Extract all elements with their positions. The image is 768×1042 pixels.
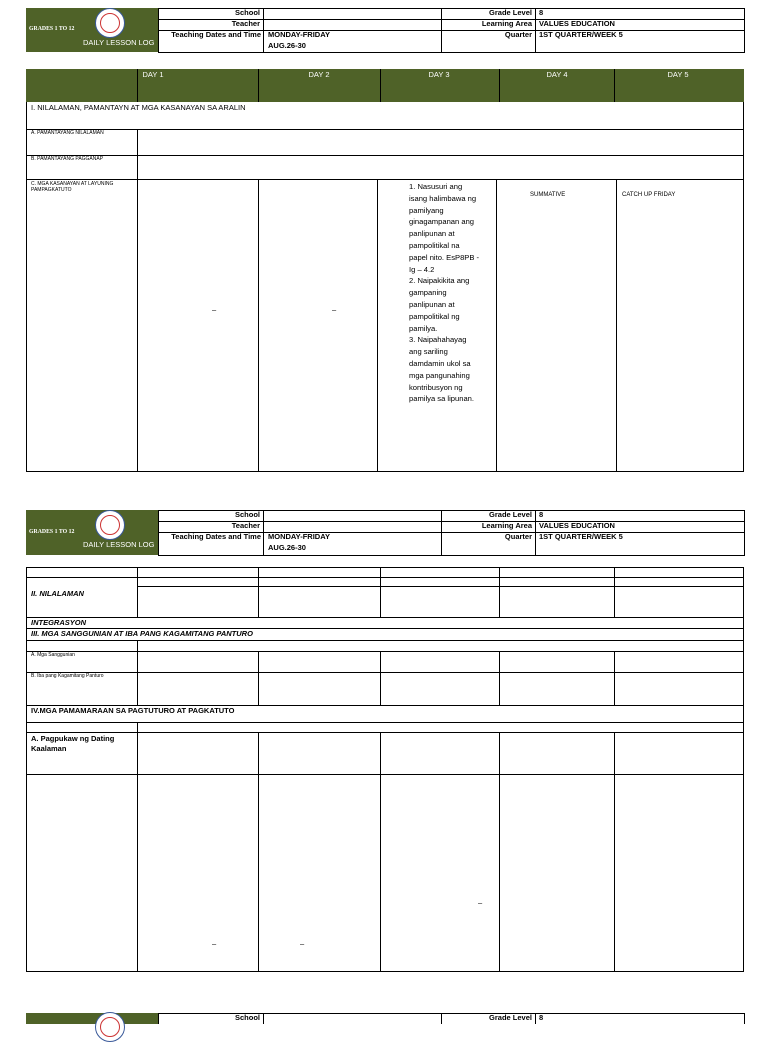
deped-seal-icon [95, 1012, 125, 1042]
section-1-title: I. NILALAMAN, PAMANTAYN AT MGA KASANAYAN SA ARALIN [31, 103, 246, 112]
iba-pang-kagamitan-row: B. Iba pang Kagamitang Panturo [31, 673, 104, 679]
pagpukaw-label: A. Pagpukaw ng Dating Kaalaman [31, 734, 115, 753]
deped-seal-icon [95, 8, 125, 38]
day-1-dash: – [212, 939, 217, 948]
nilalaman-label: II. NILALAMAN [31, 589, 84, 598]
grades-label: GRADES 1 TO 12 [29, 529, 75, 535]
learning-area-value: VALUES EDUCATION [539, 19, 615, 28]
sanggunian-title: III. MGA SANGGUNIAN AT IBA PANG KAGAMITANG PANTURO [31, 629, 253, 638]
day-3-dash: – [478, 898, 483, 907]
day-1-header: DAY 1 [142, 70, 164, 79]
row-pamantayang-nilalaman: A. PAMANTAYANG NILALAMAN [31, 130, 104, 136]
integrasyon-label: INTEGRASYON [31, 618, 87, 627]
quarter-label: Quarter [504, 30, 532, 39]
school-label: School [234, 1013, 260, 1022]
deped-seal-icon [95, 510, 125, 540]
learning-area-label: Learning Area [481, 19, 532, 28]
row-pamantayang-pagganap: B. PAMANTAYANG PAGGANAP [31, 156, 104, 162]
learning-area-value: VALUES EDUCATION [539, 521, 615, 530]
days-header-row [26, 69, 744, 102]
day-5-header: DAY 5 [667, 70, 689, 79]
daily-lesson-log-label: DAILY LESSON LOG [83, 540, 155, 549]
day-2-dash: – [300, 939, 305, 948]
grade-level-value: 8 [539, 8, 544, 17]
teaching-time-value: AUG.26-30 [268, 543, 306, 552]
teaching-dates-value: MONDAY-FRIDAY [268, 30, 330, 39]
day-4-header: DAY 4 [546, 70, 568, 79]
grade-level-value: 8 [539, 1013, 544, 1022]
daily-lesson-log-label: DAILY LESSON LOG [83, 38, 155, 47]
pamamaraan-title: IV.MGA PAMAMARAAN SA PAGTUTURO AT PAGKATUTO [31, 706, 235, 715]
teaching-dates-label: Teaching Dates and Time [171, 532, 261, 541]
day-3-objectives: 1. Nasusuri ang isang halimbawa ng pamilyang ginagampanan ang panlipunan at pampolitikal na papel nito. EsP8PB - Ig – 4.2 2. Naipakikita ang gampaning panlipunan at pampolitikal ng pamilya. 3. Naipahahayag ang sariling damdamin ukol sa mga pangunahing kontribusyon ng pamilya sa lipunan. [409, 182, 480, 404]
teaching-time-value: AUG.26-30 [268, 41, 306, 50]
school-label: School [234, 8, 260, 17]
day-1-objective: – [212, 305, 217, 314]
day-2-header: DAY 2 [308, 70, 330, 79]
school-label: School [234, 510, 260, 519]
teacher-label: Teacher [231, 19, 260, 28]
quarter-value: 1ST QUARTER/WEEK 5 [539, 532, 623, 541]
teacher-label: Teacher [231, 521, 260, 530]
day-5-objective: CATCH UP FRIDAY [622, 192, 676, 198]
mga-sanggunian-row: A. Mga Sanggunian [31, 652, 75, 658]
day-4-objective: SUMMATIVE [530, 192, 566, 198]
teaching-dates-value: MONDAY-FRIDAY [268, 532, 330, 541]
header-green-panel [26, 1013, 158, 1024]
grade-level-label: Grade Level [489, 8, 532, 17]
quarter-value: 1ST QUARTER/WEEK 5 [539, 30, 623, 39]
grades-label: GRADES 1 TO 12 [29, 26, 75, 32]
grade-level-value: 8 [539, 510, 544, 519]
learning-area-label: Learning Area [481, 521, 532, 530]
quarter-label: Quarter [504, 532, 532, 541]
row-kasanayan-layunin: C. MGA KASANAYAN AT LAYUNING PAMPAGKATUTO [31, 181, 114, 193]
grade-level-label: Grade Level [489, 1013, 532, 1022]
day-3-header: DAY 3 [428, 70, 450, 79]
teaching-dates-label: Teaching Dates and Time [171, 30, 261, 39]
grade-level-label: Grade Level [489, 510, 532, 519]
day-2-objective: – [332, 305, 337, 314]
